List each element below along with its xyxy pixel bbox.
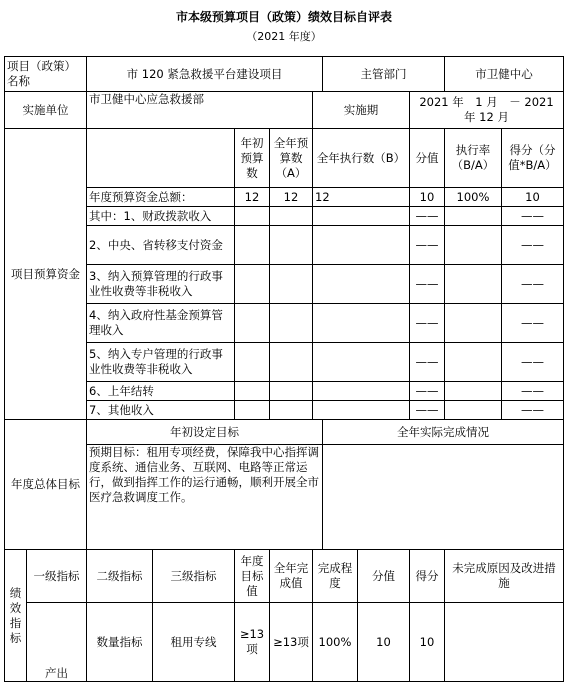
budget-row-initial xyxy=(235,226,270,265)
perf-header-l2: 二级指标 xyxy=(87,550,153,603)
budget-row-label: 其中：1、财政拨款收入 xyxy=(87,207,235,226)
budget-row-full xyxy=(270,382,313,401)
header-full-year-budget: 全年预算数（A） xyxy=(270,129,313,188)
budget-row-exec xyxy=(313,265,410,304)
budget-row-exec xyxy=(313,343,410,382)
perf-header-l1: 一级指标 xyxy=(27,550,87,603)
unit-row xyxy=(5,92,564,129)
period-value: 2021 年 1 月 － 2021 年 12 月 xyxy=(410,92,564,129)
perf-header-value: 分值 xyxy=(358,550,410,603)
header-initial-budget: 年初预算数 xyxy=(235,129,270,188)
performance-section-label: 绩效指标 xyxy=(5,550,27,682)
budget-row-exec xyxy=(313,382,410,401)
budget-row-score: —— xyxy=(502,343,564,382)
perf-row-reason xyxy=(445,603,564,682)
budget-row-rate xyxy=(445,207,502,226)
budget-row-label: 3、纳入预算管理的行政事业性收费等非税收入 xyxy=(87,265,235,304)
budget-row-initial xyxy=(235,401,270,420)
performance-header-row xyxy=(5,550,564,603)
header-score-value: 分值 xyxy=(410,129,445,188)
goals-actual-text xyxy=(323,445,564,550)
budget-row-rate xyxy=(445,401,502,420)
perf-row-l1: 产出 xyxy=(27,603,87,682)
project-name-label: 项目（政策）名称 xyxy=(5,57,87,92)
budget-row xyxy=(5,343,564,382)
budget-row-rate xyxy=(445,226,502,265)
evaluation-table xyxy=(4,56,564,682)
budget-row-value: —— xyxy=(410,304,445,343)
dept-value: 市卫健中心 xyxy=(445,57,564,92)
perf-header-score: 得分 xyxy=(410,550,445,603)
budget-row-exec xyxy=(313,304,410,343)
header-exec-rate: 执行率（B/A） xyxy=(445,129,502,188)
unit-value: 市卫健中心应急救援部 xyxy=(87,92,313,129)
budget-header-row xyxy=(5,129,564,188)
budget-row-rate xyxy=(445,265,502,304)
budget-row-value: —— xyxy=(410,265,445,304)
budget-row xyxy=(5,207,564,226)
budget-row xyxy=(5,401,564,420)
perf-row-degree: 100% xyxy=(313,603,358,682)
budget-row-full xyxy=(270,304,313,343)
budget-row-score: —— xyxy=(502,207,564,226)
budget-row-label: 6、上年结转 xyxy=(87,382,235,401)
budget-row-value: —— xyxy=(410,226,445,265)
budget-row-value: —— xyxy=(410,207,445,226)
perf-row-value: 10 xyxy=(358,603,410,682)
budget-row-value: —— xyxy=(410,343,445,382)
perf-row-target: ≥13项 xyxy=(235,603,270,682)
budget-row-label: 7、其他收入 xyxy=(87,401,235,420)
goals-body-row xyxy=(5,445,564,550)
budget-row-rate xyxy=(445,304,502,343)
budget-row-exec: 12 xyxy=(313,188,410,207)
budget-row-score: —— xyxy=(502,382,564,401)
budget-row-initial xyxy=(235,265,270,304)
budget-row-initial xyxy=(235,382,270,401)
unit-label: 实施单位 xyxy=(5,92,87,129)
budget-row-rate xyxy=(445,382,502,401)
budget-row-exec xyxy=(313,226,410,265)
budget-row-label: 年度预算资金总额： xyxy=(87,188,235,207)
budget-row-score: —— xyxy=(502,265,564,304)
document-subtitle: （2021 年度） xyxy=(246,30,322,43)
goals-set-text: 预期目标：租用专项经费，保障我中心指挥调度系统、通信业务、互联网、电路等正常运行，做到指挥工作的运行通畅，顺利开展全市医疗急救调度工作。 xyxy=(87,445,323,550)
budget-row-value: 10 xyxy=(410,188,445,207)
perf-header-target: 年度目标值 xyxy=(235,550,270,603)
budget-section-label: 项目预算资金 xyxy=(5,129,87,420)
period-label: 实施期 xyxy=(313,92,410,129)
project-name-value: 市 120 紧急救援平台建设项目 xyxy=(87,57,323,92)
header-executed: 全年执行数（B） xyxy=(313,129,410,188)
budget-row-score: —— xyxy=(502,401,564,420)
budget-row-label: 5、纳入专户管理的行政事业性收费等非税收入 xyxy=(87,343,235,382)
goals-section-label: 年度总体目标 xyxy=(5,420,87,550)
budget-row-exec xyxy=(313,401,410,420)
budget-row-initial: 12 xyxy=(235,188,270,207)
budget-row-initial xyxy=(235,343,270,382)
budget-row xyxy=(5,226,564,265)
budget-row-initial xyxy=(235,207,270,226)
perf-row-l2: 数量指标 xyxy=(87,603,153,682)
performance-row xyxy=(5,603,564,682)
goals-header-row xyxy=(5,420,564,445)
perf-row-actual: ≥13项 xyxy=(270,603,313,682)
budget-row xyxy=(5,382,564,401)
budget-row-full xyxy=(270,207,313,226)
budget-row-value: —— xyxy=(410,382,445,401)
header-score: 得分（分值*B/A） xyxy=(502,129,564,188)
budget-blank-header xyxy=(87,129,235,188)
perf-header-degree: 完成程度 xyxy=(313,550,358,603)
budget-row-score: —— xyxy=(502,304,564,343)
budget-row-rate: 100% xyxy=(445,188,502,207)
budget-row-full xyxy=(270,265,313,304)
budget-row-value: —— xyxy=(410,401,445,420)
budget-row-label: 4、纳入政府性基金预算管理收入 xyxy=(87,304,235,343)
goals-actual-header: 全年实际完成情况 xyxy=(323,420,564,445)
budget-row-full xyxy=(270,401,313,420)
perf-header-actual: 全年完成值 xyxy=(270,550,313,603)
dept-label: 主管部门 xyxy=(323,57,445,92)
budget-row-label: 2、中央、省转移支付资金 xyxy=(87,226,235,265)
project-name-row xyxy=(5,57,564,92)
perf-row-score: 10 xyxy=(410,603,445,682)
budget-row-rate xyxy=(445,343,502,382)
budget-row-score: —— xyxy=(502,226,564,265)
budget-row-full xyxy=(270,226,313,265)
perf-header-l3: 三级指标 xyxy=(153,550,235,603)
budget-row-exec xyxy=(313,207,410,226)
budget-row xyxy=(5,265,564,304)
perf-row-l3: 租用专线 xyxy=(153,603,235,682)
perf-header-reason: 未完成原因及改进措施 xyxy=(445,550,564,603)
budget-row xyxy=(5,188,564,207)
budget-row xyxy=(5,304,564,343)
budget-row-score: 10 xyxy=(502,188,564,207)
budget-row-initial xyxy=(235,304,270,343)
document-title: 市本级预算项目（政策）绩效目标自评表 xyxy=(175,10,392,24)
budget-row-full xyxy=(270,343,313,382)
budget-row-full: 12 xyxy=(270,188,313,207)
goals-set-header: 年初设定目标 xyxy=(87,420,323,445)
